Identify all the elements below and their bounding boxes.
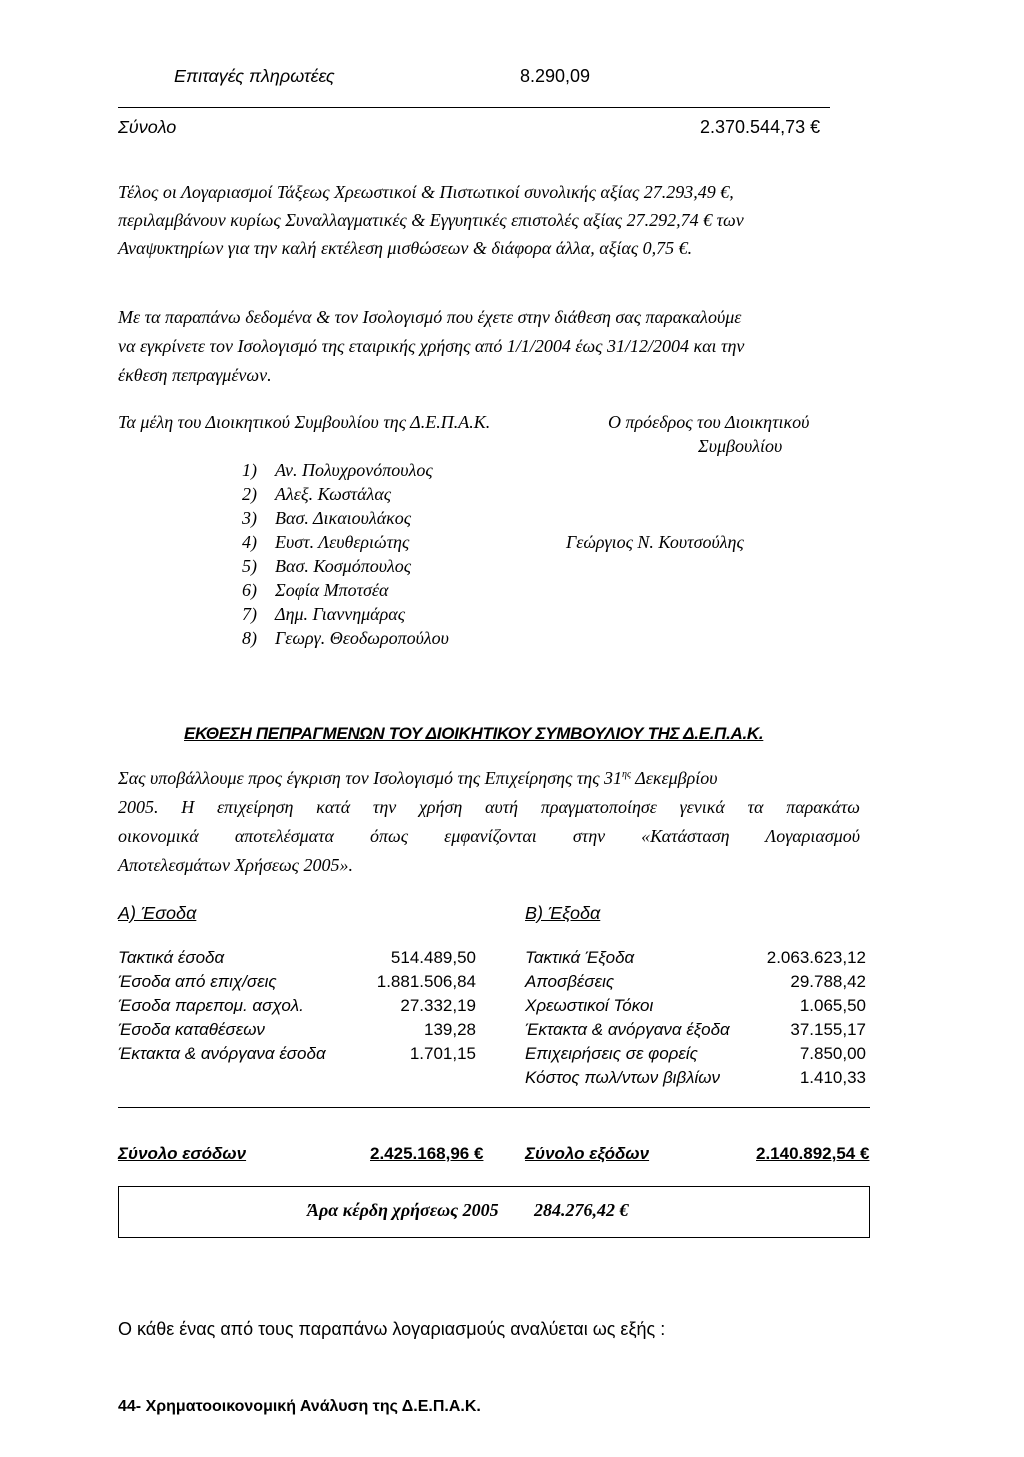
total-value: 2.370.544,73 € [700,117,821,137]
divider [118,1107,870,1108]
paragraph-line: Αναψυκτηρίων για την καλή εκτέλεση μισθώσεων & διάφορα άλλα, αξίας 0,75 €. [118,238,693,258]
income-row-value: 514.489,50 [390,948,476,967]
paragraph-line: έκθεση πεπραγμένων. [118,365,272,385]
intro-line-text: Σας υποβάλλουμε προς έγκριση τον Ισολογισμό της Επιχείρησης της 31 [118,768,623,788]
analysis-note: Ο κάθε ένας από τους παραπάνω λογαριασμούς αναλύεται ως εξής : [118,1319,666,1339]
income-row-value: 1.881.506,84 [376,972,476,991]
paragraph-line: περιλαμβάνουν κυρίως Συναλλαγματικές & Εγγυητικές επιστολές αξίας 27.292,74 € των [118,210,744,230]
member-name: Ευστ. Λευθεριώτης [275,532,410,552]
expense-row-label: Αποσβέσεις [525,972,615,991]
income-row-label: Έσοδα παρεπομ. ασχολ. [118,996,304,1015]
president-label: Ο πρόεδρος του Διοικητικού [608,412,810,432]
page-footer: 44- Χρηματοοικονομική Ανάλυση της Δ.Ε.Π.Α.Κ. [118,1398,481,1415]
president-label-line2: Συμβουλίου [698,436,783,456]
member-number: 3) [242,508,257,528]
paragraph-line: Τέλος οι Λογαριασμοί Τάξεως Χρεωστικοί & Πιστωτικοί συνολικής αξίας 27.293,49 €, [118,182,734,202]
intro-line-text: Δεκεμβρίου [631,768,718,788]
intro-line: Αποτελεσμάτων Χρήσεως 2005». [118,855,353,875]
expense-row-label: Έκτακτα & ανόργανα έξοδα [525,1020,730,1039]
expense-row-label: Τακτικά Έξοδα [525,948,635,967]
expenses-total-value: 2.140.892,54 € [756,1144,870,1163]
income-row-label: Έσοδα καταθέσεων [118,1020,265,1039]
member-name: Σοφία Μποτσέα [275,580,389,600]
payment-orders-value: 8.290,09 [520,66,591,86]
expenses-total-label: Σύνολο εξόδων [525,1144,650,1163]
income-row-label: Έκτακτα & ανόργανα έσοδα [118,1044,326,1063]
expense-row-value: 29.788,42 [790,972,866,991]
intro-line: 2005. Η επιχείρηση κατά την χρήση αυτή πραγματοποίησε γενικά τα παρακάτω [118,797,860,817]
income-row-value: 27.332,19 [400,996,476,1015]
intro-line [118,768,860,789]
expense-row-value: 1.065,50 [799,996,866,1015]
member-name: Γεωργ. Θεοδωροπούλου [275,628,449,648]
paragraph-line: Με τα παραπάνω δεδομένα & τον Ισολογισμό που έχετε στην διάθεση σας παρακαλούμε [118,307,742,327]
payment-orders-label: Επιταγές πληρωτέες [174,66,335,86]
income-total-label: Σύνολο εσόδων [118,1144,247,1163]
expense-row-label: Χρεωστικοί Τόκοι [525,996,654,1015]
income-row-label: Τακτικά έσοδα [118,948,225,967]
president-name: Γεώργιος Ν. Κουτσούλης [566,532,744,552]
member-number: 1) [242,460,257,480]
total-label: Σύνολο [118,117,177,137]
income-row-value: 1.701,15 [409,1044,476,1063]
member-name: Αλεξ. Κωστάλας [275,484,392,504]
profit-box [118,1186,870,1238]
profit-label: Άρα κέρδη χρήσεως 2005 [307,1200,499,1220]
profit-value: 284.276,42 € [534,1200,629,1220]
income-heading: Α) Έσοδα [118,903,197,923]
expense-row-label: Κόστος πωλ/ντων βιβλίων [525,1068,721,1087]
intro-line: οικονομικά αποτελέσματα όπως εμφανίζονται στην «Κατάσταση Λογαριασμού [118,826,860,846]
member-name: Βασ. Δικαιουλάκος [275,508,412,528]
divider [118,107,830,108]
ordinal-suffix: ης [622,769,632,780]
report-heading: ΕΚΘΕΣΗ ΠΕΠΡΑΓΜΕΝΩΝ ΤΟΥ ΔΙΟΙΚΗΤΙΚΟΥ ΣΥΜΒΟΥΛΙΟΥ ΤΗΣ Δ.Ε.Π.Α.Κ. [184,724,764,743]
expense-row-value: 1.410,33 [799,1068,866,1087]
member-name: Αν. Πολυχρονόπουλος [275,460,433,480]
board-members-label: Τα μέλη του Διοικητικού Συμβουλίου της Δ.Ε.Π.Α.Κ. [118,412,491,432]
member-number: 8) [242,628,257,648]
expense-row-value: 7.850,00 [799,1044,866,1063]
member-number: 2) [242,484,257,504]
income-row-label: Έσοδα από επιχ/σεις [118,972,277,991]
paragraph-line: να εγκρίνετε τον Ισολογισμό της εταιρικής χρήσης από 1/1/2004 έως 31/12/2004 και την [118,336,745,356]
expense-row-value: 37.155,17 [790,1020,866,1039]
member-number: 5) [242,556,257,576]
expenses-heading: Β) Έξοδα [525,903,601,923]
member-number: 7) [242,604,257,624]
expense-row-value: 2.063.623,12 [766,948,866,967]
member-number: 4) [242,532,257,552]
expense-row-label: Επιχειρήσεις σε φορείς [525,1044,698,1063]
member-number: 6) [242,580,257,600]
income-row-value: 139,28 [424,1020,476,1039]
income-total-value: 2.425.168,96 € [370,1144,484,1163]
member-name: Βασ. Κοσμόπουλος [275,556,412,576]
member-name: Δημ. Γιαννημάρας [275,604,406,624]
